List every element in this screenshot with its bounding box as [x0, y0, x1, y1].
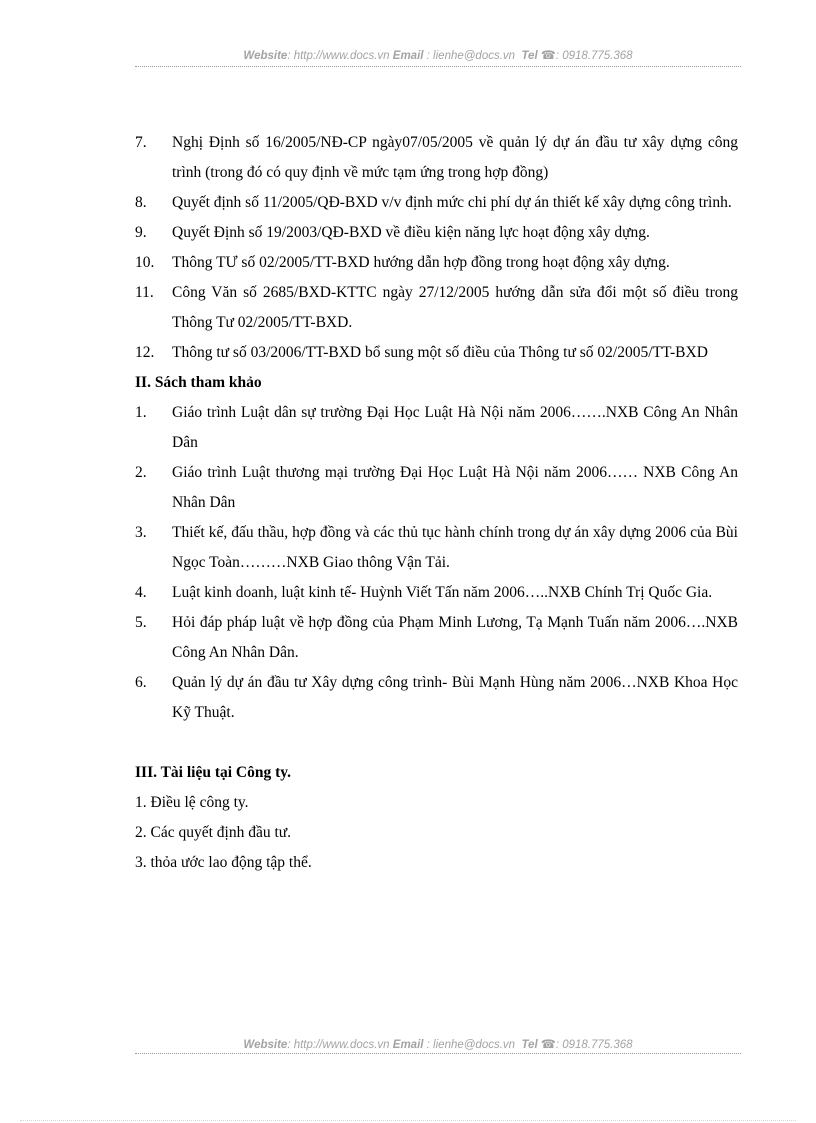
legal-docs-list: [135, 128, 738, 368]
spacer: [135, 728, 738, 758]
list-item: 2. Các quyết định đầu tư.: [135, 824, 292, 841]
tel-value: : 0918.775.368: [555, 1039, 633, 1051]
list-item: 7. Nghị Định số 16/2005/NĐ-CP ngày07/05/2005 về quản lý dự án đầu tư xây dựng công trình (trong đó có quy định về mức tạm ứng trong hợp đồng): [135, 134, 738, 181]
email-label: Email: [392, 1039, 424, 1051]
tel-value: : 0918.775.368: [555, 50, 633, 62]
list-item: 6. Quản lý dự án đầu tư Xây dựng công trình- Bùi Mạnh Hùng năm 2006…NXB Khoa Học Kỹ Thuật.: [135, 674, 738, 721]
company-docs-list: [135, 788, 738, 878]
list-item: 8. Quyết định số 11/2005/QĐ-BXD v/v định mức chi phí dự án thiết kế xây dựng công trình.: [135, 194, 732, 211]
website-label: Website: [243, 1039, 288, 1051]
phone-icon: ☎: [540, 48, 556, 62]
email-value[interactable]: : lienhe@docs.vn: [426, 1039, 516, 1051]
list-item: 3. thỏa ước lao động tập thể.: [135, 854, 312, 871]
email-value[interactable]: : lienhe@docs.vn: [426, 50, 516, 62]
tel-label: Tel: [521, 50, 538, 62]
phone-icon: ☎: [540, 1037, 556, 1051]
page-header: [135, 48, 741, 62]
website-label: Website: [243, 50, 288, 62]
section-heading-company-docs: III. Tài liệu tại Công ty.: [135, 764, 292, 781]
website-url[interactable]: : http://www.docs.vn: [287, 1039, 390, 1051]
list-item: 3. Thiết kế, đấu thầu, hợp đồng và các thủ tục hành chính trong dự án xây dựng 2006 của Bùi Ngọc Toàn………NXB Giao thông Vận Tải.: [135, 524, 738, 571]
list-item: 1. Điều lệ công ty.: [135, 794, 249, 811]
list-item: 2. Giáo trình Luật thương mại trường Đại Học Luật Hà Nội năm 2006…… NXB Công An Nhân Dân: [135, 464, 738, 511]
references-list: [135, 398, 738, 728]
list-item: 12. Thông tư số 03/2006/TT-BXD bổ sung một số điều của Thông tư số 02/2005/TT-BXD: [135, 344, 708, 361]
list-item: 5. Hỏi đáp pháp luật về hợp đồng của Phạm Minh Lương, Tạ Mạnh Tuấn năm 2006….NXB Công An Nhân Dân.: [135, 614, 738, 661]
website-url[interactable]: : http://www.docs.vn: [287, 50, 390, 62]
section-heading-references: II. Sách tham khảo: [135, 374, 262, 391]
list-item: 1. Giáo trình Luật dân sự trường Đại Học Luật Hà Nội năm 2006…….NXB Công An Nhân Dân: [135, 404, 738, 451]
document-body: [135, 128, 738, 878]
footer-rule: [135, 1053, 741, 1054]
list-item: 9. Quyết Định số 19/2003/QĐ-BXD về điều kiện năng lực hoạt động xây dựng.: [135, 224, 650, 241]
tel-label: Tel: [521, 1039, 538, 1051]
header-rule: [135, 66, 741, 67]
list-item: 10. Thông TƯ số 02/2005/TT-BXD hướng dẫn hợp đồng trong hoạt động xây dựng.: [135, 254, 670, 271]
list-item: 4. Luật kinh doanh, luật kinh tế- Huỳnh Viết Tấn năm 2006…..NXB Chính Trị Quốc Gia.: [135, 584, 713, 601]
list-item: 11. Công Văn số 2685/BXD-KTTC ngày 27/12/2005 hướng dẫn sửa đổi một số điều trong Thông Tư 02/2005/TT-BXD.: [135, 284, 738, 331]
email-label: Email: [392, 50, 424, 62]
page-footer: [135, 1037, 741, 1051]
page-bottom-edge: [20, 1120, 796, 1121]
